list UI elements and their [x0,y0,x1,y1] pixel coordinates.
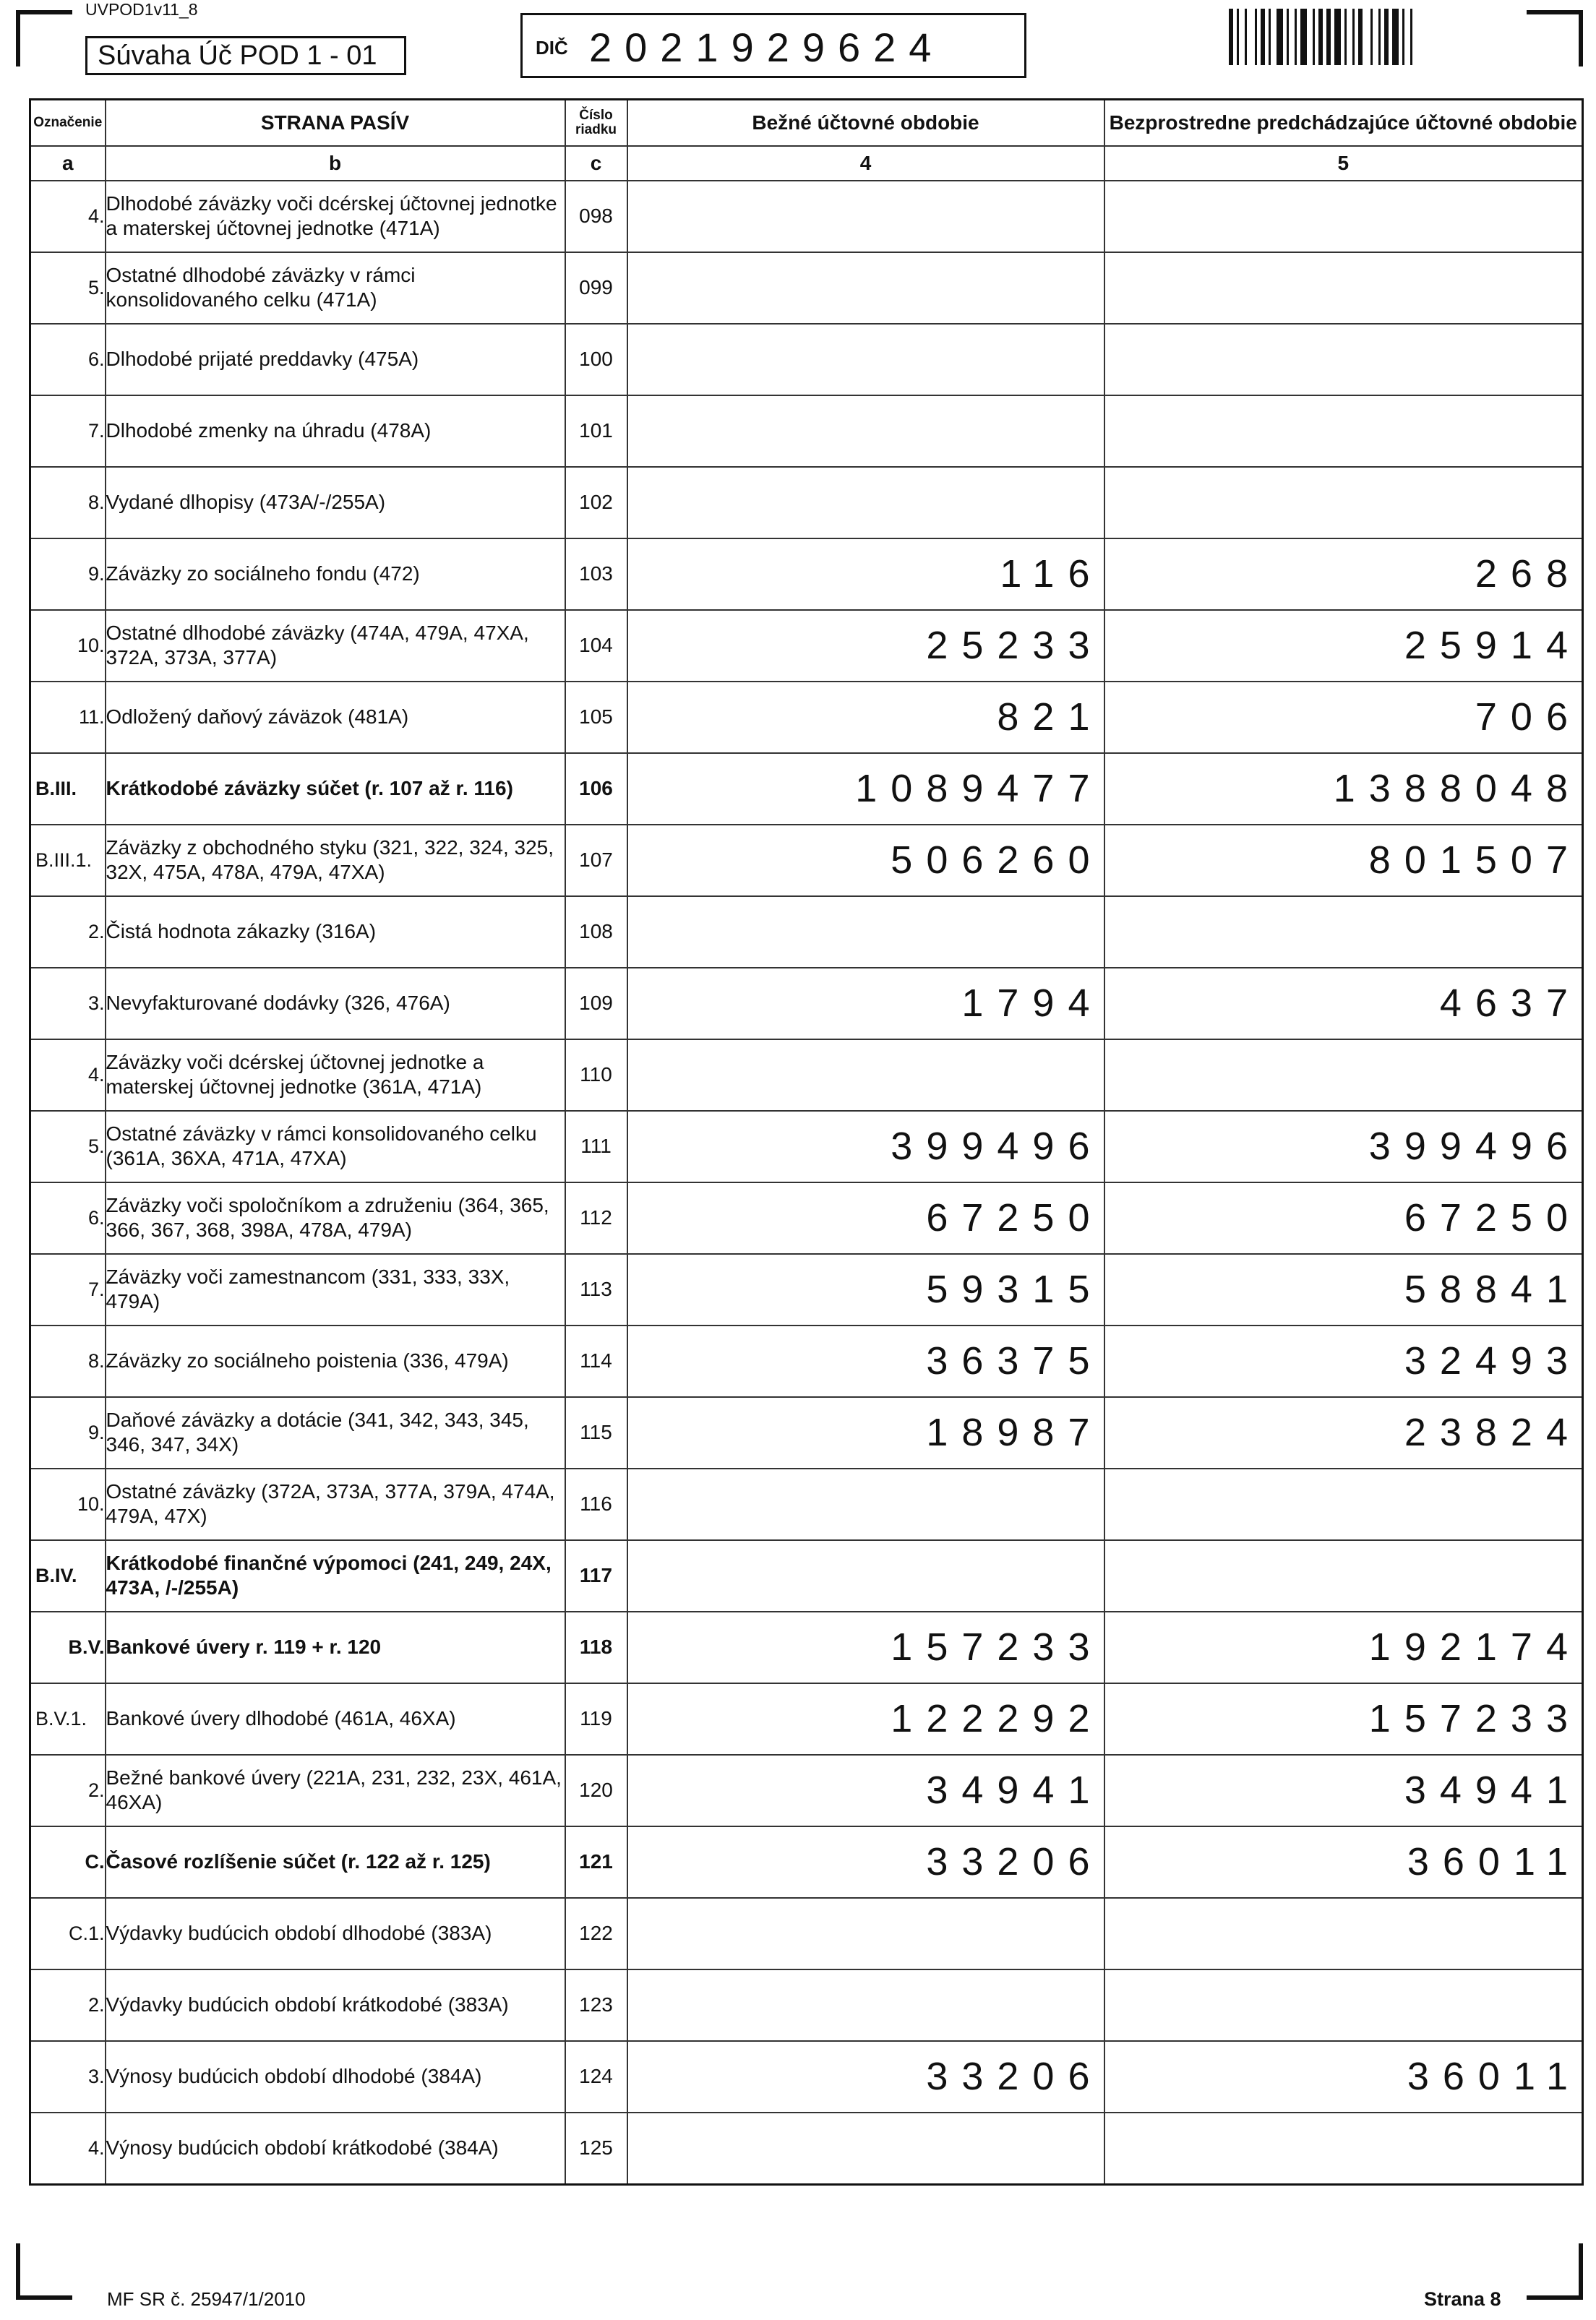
row-label: Dlhodobé záväzky voči dcérskej účtovnej jednotke a materskej účtovnej jednotke (471A) [106,181,565,252]
barcode-bar [1402,9,1404,65]
barcode-bar [1295,9,1297,65]
header-row [30,100,1583,146]
table-row [30,1755,1583,1826]
row-mark: B.V. [30,1612,106,1683]
row-label: Výnosy budúcich období krátkodobé (384A) [106,2113,565,2185]
row-mark: 3. [30,968,106,1039]
table-row [30,467,1583,538]
row-mark: 7. [30,1254,106,1326]
col-a-title: Označenie [30,100,106,146]
current-period-value: 36375 [627,1326,1104,1397]
row-number: 118 [565,1612,627,1683]
previous-period-value [1104,395,1583,467]
previous-period-value: 399496 [1104,1111,1583,1182]
current-period-value [627,252,1104,324]
table-row [30,1683,1583,1755]
barcode-bar [1370,9,1373,65]
current-period-value: 25233 [627,610,1104,682]
table-row [30,682,1583,753]
row-number: 112 [565,1182,627,1254]
row-number: 121 [565,1826,627,1898]
row-label: Čistá hodnota zákazky (316A) [106,896,565,968]
previous-period-value [1104,324,1583,395]
table-row [30,1397,1583,1469]
row-number: 119 [565,1683,627,1755]
table-row [30,968,1583,1039]
barcode-bar [1287,9,1289,65]
row-number: 105 [565,682,627,753]
row-number: 104 [565,610,627,682]
row-mark: 10. [30,1469,106,1540]
table-row [30,252,1583,324]
previous-period-value [1104,1969,1583,2041]
previous-period-value: 192174 [1104,1612,1583,1683]
barcode-bar [1410,9,1412,65]
row-mark: 11. [30,682,106,753]
previous-period-value [1104,896,1583,968]
row-mark: 6. [30,1182,106,1254]
row-mark: 4. [30,181,106,252]
row-mark: 2. [30,1755,106,1826]
col-d-title: Bežné účtovné obdobie [627,100,1104,146]
row-number: 113 [565,1254,627,1326]
row-mark: 2. [30,896,106,968]
row-mark: 2. [30,1969,106,2041]
current-period-value [627,2113,1104,2185]
previous-period-value: 157233 [1104,1683,1583,1755]
row-number: 101 [565,395,627,467]
previous-period-value: 25914 [1104,610,1583,682]
row-label: Bežné bankové úvery (221A, 231, 232, 23X, 461A, 46XA) [106,1755,565,1826]
row-label: Krátkodobé finančné výpomoci (241, 249, 24X, 473A, /-/255A) [106,1540,565,1612]
row-number: 115 [565,1397,627,1469]
table-row [30,1039,1583,1111]
form-code: UVPOD1v11_8 [85,0,198,19]
current-period-value: 33206 [627,2041,1104,2113]
corner-mark-top-left-h [16,10,72,14]
previous-period-value [1104,2113,1583,2185]
current-period-value: 67250 [627,1182,1104,1254]
row-number: 100 [565,324,627,395]
row-label: Ostatné záväzky (372A, 373A, 377A, 379A, 474A, 479A, 47X) [106,1469,565,1540]
table-row [30,1182,1583,1254]
row-label: Dlhodobé prijaté preddavky (475A) [106,324,565,395]
table-row [30,825,1583,896]
row-number: 099 [565,252,627,324]
row-number: 114 [565,1326,627,1397]
barcode-bar [1313,9,1315,65]
col-d-number: 4 [627,146,1104,181]
corner-mark-bottom-right-v [1579,2243,1583,2300]
corner-mark-bottom-left-v [16,2243,20,2300]
liabilities-table [29,98,1584,2186]
col-c-title: Číslo riadku [565,100,627,146]
row-mark: 5. [30,1111,106,1182]
barcode-bar [1255,9,1257,65]
row-label: Záväzky zo sociálneho poistenia (336, 479A) [106,1326,565,1397]
barcode-bar [1300,9,1307,65]
row-mark: 8. [30,1326,106,1397]
header-letter-row [30,146,1583,181]
previous-period-value: 801507 [1104,825,1583,896]
row-label: Záväzky z obchodného styku (321, 322, 324, 325, 32X, 475A, 478A, 479A, 47XA) [106,825,565,896]
row-mark: 8. [30,467,106,538]
current-period-value: 506260 [627,825,1104,896]
col-a-letter: a [30,146,106,181]
row-label: Záväzky voči dcérskej účtovnej jednotke a materskej účtovnej jednotke (361A, 471A) [106,1039,565,1111]
barcode-bar [1318,9,1323,65]
table-row [30,1612,1583,1683]
barcode-bar [1229,9,1233,65]
previous-period-value [1104,252,1583,324]
barcode-bar [1237,9,1239,65]
barcode-bar [1344,9,1347,65]
current-period-value [627,896,1104,968]
col-e-number: 5 [1104,146,1583,181]
dic-label: DIČ [536,37,568,59]
previous-period-value: 58841 [1104,1254,1583,1326]
current-period-value: 157233 [627,1612,1104,1683]
current-period-value: 59315 [627,1254,1104,1326]
table-row [30,1254,1583,1326]
table-row [30,1326,1583,1397]
row-label: Odložený daňový záväzok (481A) [106,682,565,753]
row-mark: C.1. [30,1898,106,1969]
current-period-value: 34941 [627,1755,1104,1826]
barcode-bar [1358,9,1363,65]
col-b-title: STRANA PASÍV [106,100,565,146]
corner-mark-top-right-v [1579,10,1583,66]
dic-value: 2021929624 [589,25,945,70]
previous-period-value: 67250 [1104,1182,1583,1254]
row-label: Bankové úvery r. 119 + r. 120 [106,1612,565,1683]
table-row [30,1469,1583,1540]
row-mark: 9. [30,1397,106,1469]
barcode-bar [1326,9,1331,65]
table-row [30,1111,1583,1182]
row-mark: B.V.1. [30,1683,106,1755]
corner-mark-top-left-v [16,10,20,66]
table-row [30,181,1583,252]
current-period-value [627,1898,1104,1969]
row-mark: 5. [30,252,106,324]
barcode-bar [1384,9,1389,65]
current-period-value [627,324,1104,395]
row-label: Záväzky voči spoločníkom a združeniu (364, 365, 366, 367, 368, 398A, 478A, 479A) [106,1182,565,1254]
current-period-value: 821 [627,682,1104,753]
previous-period-value: 706 [1104,682,1583,753]
row-label: Výdavky budúcich období krátkodobé (383A) [106,1969,565,2041]
row-mark: 4. [30,2113,106,2185]
row-label: Ostatné záväzky v rámci konsolidovaného celku (361A, 36XA, 471A, 47XA) [106,1111,565,1182]
row-number: 103 [565,538,627,610]
table-row [30,896,1583,968]
barcode-bar [1378,9,1381,65]
table-row [30,538,1583,610]
table-row [30,1898,1583,1969]
col-e-title: Bezprostredne predchádzajúce účtovné obdobie [1104,100,1583,146]
row-mark: C. [30,1826,106,1898]
row-label: Výnosy budúcich období dlhodobé (384A) [106,2041,565,2113]
footer-page-number: Strana 8 [1424,2288,1501,2310]
table-row [30,2041,1583,2113]
previous-period-value [1104,467,1583,538]
previous-period-value: 36011 [1104,1826,1583,1898]
row-mark: 9. [30,538,106,610]
footer-reference: MF SR č. 25947/1/2010 [107,2288,306,2310]
row-mark: 4. [30,1039,106,1111]
current-period-value [627,395,1104,467]
table-row [30,753,1583,825]
current-period-value [627,467,1104,538]
barcode-bar [1277,9,1283,65]
current-period-value [627,1540,1104,1612]
row-label: Bankové úvery dlhodobé (461A, 46XA) [106,1683,565,1755]
row-number: 098 [565,181,627,252]
table-row [30,1826,1583,1898]
row-label: Časové rozlíšenie súčet (r. 122 až r. 125) [106,1826,565,1898]
current-period-value: 1089477 [627,753,1104,825]
row-mark: 10. [30,610,106,682]
row-number: 102 [565,467,627,538]
corner-mark-top-right-h [1527,10,1583,14]
dic-box [520,13,1026,78]
row-number: 122 [565,1898,627,1969]
row-number: 111 [565,1111,627,1182]
row-number: 110 [565,1039,627,1111]
current-period-value: 1794 [627,968,1104,1039]
row-label: Daňové záväzky a dotácie (341, 342, 343, 345, 346, 347, 34X) [106,1397,565,1469]
table-row [30,1969,1583,2041]
current-period-value: 116 [627,538,1104,610]
row-number: 117 [565,1540,627,1612]
row-label: Záväzky zo sociálneho fondu (472) [106,538,565,610]
row-label: Záväzky voči zamestnancom (331, 333, 33X, 479A) [106,1254,565,1326]
row-mark: 7. [30,395,106,467]
previous-period-value: 36011 [1104,2041,1583,2113]
current-period-value: 18987 [627,1397,1104,1469]
barcode-bar [1334,9,1341,65]
barcode-bar [1261,9,1265,65]
current-period-value: 399496 [627,1111,1104,1182]
current-period-value [627,181,1104,252]
table-row [30,2113,1583,2185]
previous-period-value: 23824 [1104,1397,1583,1469]
current-period-value: 33206 [627,1826,1104,1898]
barcode-bar [1245,9,1247,65]
row-label: Krátkodobé záväzky súčet (r. 107 až r. 116) [106,753,565,825]
row-mark: 6. [30,324,106,395]
document-title: Súvaha Úč POD 1 - 01 [85,36,406,75]
row-number: 120 [565,1755,627,1826]
row-number: 123 [565,1969,627,2041]
row-label: Vydané dlhopisy (473A/-/255A) [106,467,565,538]
table-row [30,610,1583,682]
row-number: 124 [565,2041,627,2113]
row-number: 116 [565,1469,627,1540]
row-mark: B.III. [30,753,106,825]
barcode-bar [1352,9,1355,65]
previous-period-value [1104,181,1583,252]
previous-period-value: 268 [1104,538,1583,610]
row-number: 125 [565,2113,627,2185]
previous-period-value [1104,1540,1583,1612]
previous-period-value [1104,1039,1583,1111]
table-row [30,324,1583,395]
barcode [1229,9,1475,65]
previous-period-value: 32493 [1104,1326,1583,1397]
row-label: Nevyfakturované dodávky (326, 476A) [106,968,565,1039]
previous-period-value [1104,1898,1583,1969]
row-number: 109 [565,968,627,1039]
previous-period-value: 1388048 [1104,753,1583,825]
row-mark: B.IV. [30,1540,106,1612]
col-b-letter: b [106,146,565,181]
previous-period-value: 4637 [1104,968,1583,1039]
current-period-value [627,1039,1104,1111]
table-row [30,395,1583,467]
barcode-bar [1269,9,1271,65]
row-mark: B.III.1. [30,825,106,896]
row-number: 107 [565,825,627,896]
col-c-letter: c [565,146,627,181]
row-label: Ostatné dlhodobé záväzky v rámci konsolidovaného celku (471A) [106,252,565,324]
row-label: Ostatné dlhodobé záväzky (474A, 479A, 47XA, 372A, 373A, 377A) [106,610,565,682]
row-number: 106 [565,753,627,825]
previous-period-value: 34941 [1104,1755,1583,1826]
row-number: 108 [565,896,627,968]
previous-period-value [1104,1469,1583,1540]
corner-mark-bottom-right-h [1527,2295,1583,2300]
table-row [30,1540,1583,1612]
row-mark: 3. [30,2041,106,2113]
corner-mark-bottom-left-h [16,2295,72,2300]
current-period-value: 122292 [627,1683,1104,1755]
barcode-bar [1392,9,1399,65]
current-period-value [627,1969,1104,2041]
current-period-value [627,1469,1104,1540]
row-label: Výdavky budúcich období dlhodobé (383A) [106,1898,565,1969]
row-label: Dlhodobé zmenky na úhradu (478A) [106,395,565,467]
